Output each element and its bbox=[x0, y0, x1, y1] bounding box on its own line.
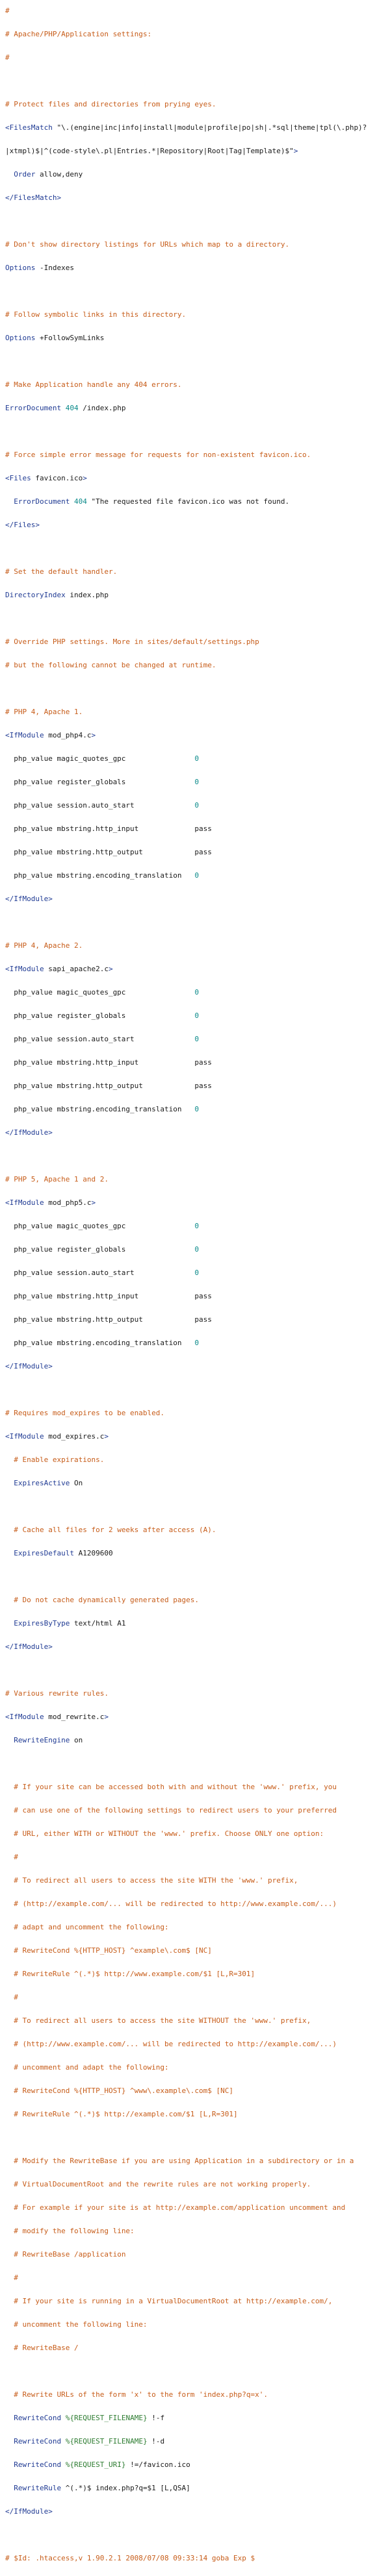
code-number: 404 bbox=[61, 404, 79, 412]
code-comment: # adapt and uncomment the following: bbox=[14, 1923, 169, 1931]
code-comment: # Rewrite URLs of the form 'x' to the form 'index.php?q=x'. bbox=[14, 2390, 268, 2399]
code-line bbox=[5, 1875, 390, 1887]
code-blank-line bbox=[5, 1150, 390, 1162]
code-line bbox=[5, 1057, 390, 1069]
code-text: sapi_apache2.c bbox=[44, 965, 109, 973]
code-line bbox=[5, 2342, 390, 2354]
code-comment: # Modify the RewriteBase if you are using Application in a subdirectory or in a bbox=[14, 2157, 354, 2165]
code-comment: # For example if your site is at http://example.com/application uncomment and bbox=[14, 2203, 346, 2212]
code-line bbox=[5, 1337, 390, 1349]
code-line bbox=[5, 2553, 390, 2564]
code-text: index.php bbox=[65, 591, 109, 599]
code-line bbox=[5, 963, 390, 975]
code-number: 404 bbox=[70, 497, 87, 506]
code-text: /index.php bbox=[78, 404, 126, 412]
code-text: php_value mbstring.http_output pass bbox=[5, 1082, 212, 1090]
code-text bbox=[61, 2437, 66, 2446]
code-line bbox=[5, 309, 390, 321]
code-text bbox=[5, 2157, 14, 2165]
code-text: A1209600 bbox=[73, 1549, 113, 1557]
code-blank-line bbox=[5, 917, 390, 928]
code-text bbox=[5, 497, 14, 506]
code-blank-line bbox=[5, 1501, 390, 1513]
code-line bbox=[5, 122, 390, 134]
code-line bbox=[5, 1244, 390, 1256]
code-blank-line bbox=[5, 1571, 390, 1583]
code-comment: # Cache all files for 2 weeks after access (A). bbox=[14, 1526, 216, 1534]
code-directive: RewriteCond bbox=[14, 2414, 62, 2422]
code-tag: <IfModule bbox=[5, 731, 44, 739]
code-number: 0 bbox=[194, 1011, 200, 1020]
code-text bbox=[5, 1923, 14, 1931]
code-variable: %{REQUEST_URI} bbox=[65, 2460, 126, 2469]
code-comment: # Do not cache dynamically generated pages. bbox=[14, 1596, 200, 1604]
code-line bbox=[5, 239, 390, 251]
code-text: -Indexes bbox=[35, 264, 74, 272]
code-text bbox=[5, 2180, 14, 2188]
code-text bbox=[5, 1876, 14, 1885]
code-comment: # To redirect all users to access the site WITH the 'www.' prefix, bbox=[14, 1876, 298, 1885]
code-tag: > bbox=[91, 1198, 96, 1207]
code-text: php_value mbstring.http_output pass bbox=[5, 1315, 212, 1324]
code-line bbox=[5, 402, 390, 414]
code-text bbox=[5, 1993, 14, 2001]
code-variable: %{REQUEST_FILENAME} bbox=[65, 2414, 148, 2422]
code-line bbox=[5, 1267, 390, 1279]
code-line bbox=[5, 1735, 390, 1746]
code-comment: # RewriteBase / bbox=[14, 2344, 79, 2352]
code-directive: Options bbox=[5, 334, 36, 342]
code-line bbox=[5, 2436, 390, 2447]
code-tag: > bbox=[91, 731, 96, 739]
code-directive: RewriteEngine bbox=[14, 1736, 70, 1744]
code-text: php_value mbstring.encoding_translation bbox=[5, 1339, 195, 1347]
code-text: php_value register_globals bbox=[5, 1245, 195, 1254]
code-tag: > bbox=[104, 1432, 109, 1441]
code-line bbox=[5, 449, 390, 461]
code-text bbox=[5, 2227, 14, 2235]
code-comment: # PHP 4, Apache 1. bbox=[5, 708, 83, 716]
code-number: 0 bbox=[194, 1105, 200, 1113]
code-line bbox=[5, 145, 390, 157]
code-blank-line bbox=[5, 426, 390, 438]
code-text: !-d bbox=[147, 2437, 165, 2446]
code-text bbox=[5, 2390, 14, 2399]
code-line bbox=[5, 1361, 390, 1372]
code-line bbox=[5, 1968, 390, 1980]
code-comment: # If your site is running in a VirtualDocumentRoot at http://example.com/, bbox=[14, 2297, 333, 2305]
code-line bbox=[5, 2389, 390, 2401]
code-line bbox=[5, 1805, 390, 1816]
code-text bbox=[5, 1479, 14, 1487]
code-comment: # Enable expirations. bbox=[14, 1455, 105, 1464]
code-line bbox=[5, 823, 390, 835]
code-text: "\.(engine|inc|info|install|module|profile|po|sh|.*sql|theme|tpl(\.php)? bbox=[52, 123, 367, 132]
code-number: 0 bbox=[194, 1035, 200, 1043]
code-blank-line bbox=[5, 2132, 390, 2144]
code-text: mod_php4.c bbox=[44, 731, 92, 739]
code-line bbox=[5, 1688, 390, 1700]
code-line bbox=[5, 1197, 390, 1209]
code-text: !=/favicon.ico bbox=[125, 2460, 190, 2469]
code-line bbox=[5, 1898, 390, 1910]
code-line bbox=[5, 473, 390, 484]
code-comment: # Set the default handler. bbox=[5, 567, 118, 576]
code-line bbox=[5, 870, 390, 882]
code-line bbox=[5, 706, 390, 718]
code-line bbox=[5, 2155, 390, 2167]
code-text bbox=[5, 1829, 14, 1838]
code-text bbox=[5, 2273, 14, 2282]
code-tag: <IfModule bbox=[5, 1198, 44, 1207]
code-blank-line bbox=[5, 356, 390, 367]
code-line bbox=[5, 2202, 390, 2214]
code-tag: > bbox=[293, 147, 298, 155]
code-line bbox=[5, 2483, 390, 2494]
code-comment: # URL, either WITH or WITHOUT the 'www.' prefix. Choose ONLY one option: bbox=[14, 1829, 324, 1838]
code-blank-line bbox=[5, 216, 390, 227]
code-text: on bbox=[70, 1736, 83, 1744]
code-text: "The requested file favicon.ico was not found. bbox=[86, 497, 290, 506]
code-blank-line bbox=[5, 1758, 390, 1770]
code-number: 0 bbox=[194, 988, 200, 997]
code-text bbox=[5, 2414, 14, 2422]
code-tag: <FilesMatch bbox=[5, 123, 53, 132]
code-tag: <IfModule bbox=[5, 1432, 44, 1441]
code-line bbox=[5, 1618, 390, 1629]
code-text: php_value magic_quotes_gpc bbox=[5, 1222, 195, 1230]
code-line bbox=[5, 1314, 390, 1326]
code-line bbox=[5, 2085, 390, 2097]
code-text: php_value magic_quotes_gpc bbox=[5, 754, 195, 763]
code-comment: # bbox=[14, 1853, 18, 1861]
code-number: 0 bbox=[194, 754, 200, 763]
code-line bbox=[5, 636, 390, 648]
code-tag: > bbox=[104, 1713, 109, 1721]
code-text bbox=[5, 2040, 14, 2048]
code-number: 0 bbox=[194, 1339, 200, 1347]
code-line bbox=[5, 1548, 390, 1559]
code-blank-line bbox=[5, 543, 390, 554]
code-blank-line bbox=[5, 286, 390, 297]
code-line bbox=[5, 2038, 390, 2050]
code-comment: # RewriteCond %{HTTP_HOST} ^www\.example\.com$ [NC] bbox=[14, 2087, 234, 2095]
code-line bbox=[5, 1104, 390, 1115]
code-line bbox=[5, 2015, 390, 2027]
code-line bbox=[5, 52, 390, 64]
code-number: 0 bbox=[194, 778, 200, 786]
code-text bbox=[5, 2016, 14, 2025]
code-text: text/html A1 bbox=[70, 1619, 126, 1628]
code-text bbox=[5, 1853, 14, 1861]
code-text: php_value register_globals bbox=[5, 778, 195, 786]
code-tag: <IfModule bbox=[5, 1713, 44, 1721]
code-number: 0 bbox=[194, 1269, 200, 1277]
code-text: php_value session.auto_start bbox=[5, 1269, 195, 1277]
code-line bbox=[5, 2062, 390, 2074]
code-comment: # bbox=[14, 1993, 18, 2001]
code-text bbox=[5, 1526, 14, 1534]
code-line bbox=[5, 730, 390, 741]
code-text: php_value magic_quotes_gpc bbox=[5, 988, 195, 997]
code-comment: # To redirect all users to access the site WITHOUT the 'www.' prefix, bbox=[14, 2016, 311, 2025]
code-text bbox=[61, 2460, 66, 2469]
code-comment: # Requires mod_expires to be enabled. bbox=[5, 1409, 165, 1417]
code-line bbox=[5, 589, 390, 601]
code-text bbox=[5, 2320, 14, 2329]
code-blank-line bbox=[5, 2529, 390, 2541]
code-line bbox=[5, 1828, 390, 1840]
code-text bbox=[5, 1970, 14, 1978]
code-tag: </IfModule> bbox=[5, 1362, 53, 1370]
code-text bbox=[5, 2110, 14, 2118]
code-line bbox=[5, 2319, 390, 2331]
code-line bbox=[5, 2249, 390, 2260]
code-directive: ExpiresActive bbox=[14, 1479, 70, 1487]
code-comment: # Various rewrite rules. bbox=[5, 1689, 109, 1698]
code-text bbox=[61, 2414, 66, 2422]
code-comment: # uncomment the following line: bbox=[14, 2320, 148, 2329]
code-text: php_value mbstring.encoding_translation bbox=[5, 871, 195, 880]
code-tag: </Files> bbox=[5, 521, 40, 529]
code-text: php_value mbstring.http_input pass bbox=[5, 1292, 212, 1300]
code-line bbox=[5, 379, 390, 391]
code-line bbox=[5, 1781, 390, 1793]
code-text: On bbox=[70, 1479, 83, 1487]
code-text bbox=[5, 2460, 14, 2469]
code-line bbox=[5, 1594, 390, 1606]
code-text bbox=[5, 1806, 14, 1814]
code-text: allow,deny bbox=[35, 170, 83, 179]
code-comment: # Make Application handle any 404 errors. bbox=[5, 380, 182, 389]
code-line bbox=[5, 169, 390, 180]
code-directive: ErrorDocument bbox=[5, 404, 62, 412]
code-text: mod_rewrite.c bbox=[44, 1713, 105, 1721]
code-blank-line bbox=[5, 683, 390, 695]
code-line bbox=[5, 1641, 390, 1653]
code-text bbox=[5, 1455, 14, 1464]
code-line bbox=[5, 1174, 390, 1185]
code-number: 0 bbox=[194, 801, 200, 810]
code-text bbox=[5, 1619, 14, 1628]
code-line bbox=[5, 566, 390, 578]
code-comment: # modify the following line: bbox=[14, 2227, 135, 2235]
code-text bbox=[5, 1900, 14, 1908]
code-text: php_value mbstring.encoding_translation bbox=[5, 1105, 195, 1113]
code-tag: </IfModule> bbox=[5, 1128, 53, 1137]
code-comment: # Protect files and directories from prying eyes. bbox=[5, 100, 216, 108]
code-text: php_value session.auto_start bbox=[5, 1035, 195, 1043]
code-comment: # bbox=[14, 2273, 18, 2282]
code-comment: # RewriteRule ^(.*)$ http://www.example.com/$1 [L,R=301] bbox=[14, 1970, 255, 1978]
code-blank-line bbox=[5, 613, 390, 625]
code-comment: # If your site can be accessed both with and without the 'www.' prefix, you bbox=[14, 1783, 337, 1791]
code-line bbox=[5, 332, 390, 344]
code-text: php_value mbstring.http_input pass bbox=[5, 824, 212, 833]
code-line bbox=[5, 776, 390, 788]
code-line bbox=[5, 1852, 390, 1863]
code-line bbox=[5, 1454, 390, 1466]
code-line bbox=[5, 1407, 390, 1419]
code-line bbox=[5, 1524, 390, 1536]
code-directive: Options bbox=[5, 264, 36, 272]
code-line bbox=[5, 1478, 390, 1489]
code-directive: ExpiresDefault bbox=[14, 1549, 74, 1557]
code-line bbox=[5, 2412, 390, 2424]
code-line bbox=[5, 2272, 390, 2284]
code-directive: RewriteCond bbox=[14, 2437, 62, 2446]
code-tag: > bbox=[83, 474, 87, 482]
code-comment: # uncomment and adapt the following: bbox=[14, 2063, 169, 2072]
code-text bbox=[5, 1549, 14, 1557]
code-comment: # bbox=[5, 6, 10, 15]
code-directive: ErrorDocument bbox=[14, 497, 70, 506]
code-line bbox=[5, 5, 390, 17]
code-text: favicon.ico bbox=[31, 474, 83, 482]
code-line bbox=[5, 1220, 390, 1232]
code-line bbox=[5, 940, 390, 952]
code-text bbox=[5, 2344, 14, 2352]
code-line bbox=[5, 262, 390, 274]
code-line bbox=[5, 1711, 390, 1723]
code-blank-line bbox=[5, 75, 390, 87]
code-text: +FollowSymLinks bbox=[35, 334, 105, 342]
code-line bbox=[5, 1010, 390, 1022]
code-text: ^(.*)$ index.php?q=$1 [L,QSA] bbox=[61, 2484, 190, 2492]
code-line bbox=[5, 2179, 390, 2190]
code-comment: # (http://example.com/... will be redirected to http://www.example.com/...) bbox=[14, 1900, 337, 1908]
code-comment: # bbox=[5, 53, 10, 62]
code-line bbox=[5, 1291, 390, 1302]
code-text bbox=[5, 1946, 14, 1955]
code-tag: </IfModule> bbox=[5, 2507, 53, 2516]
code-comment: # (http://www.example.com/... will be redirected to http://example.com/...) bbox=[14, 2040, 337, 2048]
code-comment: # RewriteBase /application bbox=[14, 2250, 126, 2259]
code-blank-line bbox=[5, 1384, 390, 1396]
code-tag: <IfModule bbox=[5, 965, 44, 973]
code-text bbox=[5, 2437, 14, 2446]
code-tag: </IfModule> bbox=[5, 895, 53, 903]
code-line bbox=[5, 1127, 390, 1139]
code-comment: # PHP 4, Apache 2. bbox=[5, 941, 83, 950]
code-text bbox=[5, 2297, 14, 2305]
code-comment: # but the following cannot be changed at runtime. bbox=[5, 661, 216, 669]
code-text: php_value mbstring.http_input pass bbox=[5, 1058, 212, 1067]
code-text: |xtmpl)$|^(code-style\.pl|Entries.*|Repository|Root|Tag|Template)$" bbox=[5, 147, 294, 155]
code-text: mod_php5.c bbox=[44, 1198, 92, 1207]
code-line bbox=[5, 847, 390, 858]
code-blank-line bbox=[5, 1665, 390, 1676]
code-line bbox=[5, 2225, 390, 2237]
code-text bbox=[5, 1596, 14, 1604]
code-line bbox=[5, 1034, 390, 1045]
code-directive: RewriteCond bbox=[14, 2460, 62, 2469]
code-text bbox=[5, 170, 14, 179]
code-line bbox=[5, 1922, 390, 1933]
code-text bbox=[5, 2484, 14, 2492]
code-line bbox=[5, 893, 390, 905]
code-comment: # Follow symbolic links in this directory. bbox=[5, 310, 187, 319]
code-text bbox=[5, 2087, 14, 2095]
code-comment: # can use one of the following settings to redirect users to your preferred bbox=[14, 1806, 337, 1814]
code-comment: # RewriteRule ^(.*)$ http://example.com/$1 [L,R=301] bbox=[14, 2110, 238, 2118]
code-text bbox=[5, 2250, 14, 2259]
code-comment: # PHP 5, Apache 1 and 2. bbox=[5, 1175, 109, 1183]
code-text: !-f bbox=[147, 2414, 165, 2422]
code-line bbox=[5, 29, 390, 40]
code-comment: # $Id: .htaccess,v 1.90.2.1 2008/07/08 09:33:14 goba Exp $ bbox=[5, 2554, 255, 2562]
code-line bbox=[5, 496, 390, 508]
code-tag: <Files bbox=[5, 474, 31, 482]
code-comment: # Don't show directory listings for URLs which map to a directory. bbox=[5, 240, 290, 249]
code-directive: Order bbox=[14, 170, 36, 179]
code-line bbox=[5, 2296, 390, 2307]
code-line bbox=[5, 2506, 390, 2518]
code-number: 0 bbox=[194, 1245, 200, 1254]
code-comment: # VirtualDocumentRoot and the rewrite rules are not working properly. bbox=[14, 2180, 311, 2188]
code-line bbox=[5, 753, 390, 765]
code-text: php_value register_globals bbox=[5, 1011, 195, 1020]
code-comment: # Apache/PHP/Application settings: bbox=[5, 30, 152, 38]
code-variable: %{REQUEST_FILENAME} bbox=[65, 2437, 148, 2446]
code-text: php_value mbstring.http_output pass bbox=[5, 848, 212, 856]
code-line bbox=[5, 987, 390, 998]
code-number: 0 bbox=[194, 1222, 200, 1230]
code-text bbox=[5, 1783, 14, 1791]
code-number: 0 bbox=[194, 871, 200, 880]
code-directive: ExpiresByType bbox=[14, 1619, 70, 1628]
code-line bbox=[5, 1945, 390, 1957]
code-directive: DirectoryIndex bbox=[5, 591, 66, 599]
code-text: mod_expires.c bbox=[44, 1432, 105, 1441]
code-text bbox=[5, 2063, 14, 2072]
code-line bbox=[5, 192, 390, 204]
code-line bbox=[5, 2459, 390, 2471]
code-line bbox=[5, 1080, 390, 1092]
code-comment: # Override PHP settings. More in sites/default/settings.php bbox=[5, 638, 259, 646]
code-line bbox=[5, 1992, 390, 2003]
code-line bbox=[5, 660, 390, 671]
code-comment: # Force simple error message for requests for non-existent favicon.ico. bbox=[5, 451, 311, 459]
code-line bbox=[5, 2109, 390, 2120]
code-tag: </FilesMatch> bbox=[5, 193, 62, 202]
code-comment: # RewriteCond %{HTTP_HOST} ^example\.com$ [NC] bbox=[14, 1946, 212, 1955]
code-text bbox=[5, 2203, 14, 2212]
code-text bbox=[5, 1736, 14, 1744]
code-tag: </IfModule> bbox=[5, 1642, 53, 1651]
code-line bbox=[5, 1431, 390, 1443]
code-directive: RewriteRule bbox=[14, 2484, 62, 2492]
code-text: php_value session.auto_start bbox=[5, 801, 195, 810]
code-line bbox=[5, 800, 390, 811]
code-blank-line bbox=[5, 2366, 390, 2377]
code-line bbox=[5, 99, 390, 110]
code-line bbox=[5, 519, 390, 531]
code-tag: > bbox=[108, 965, 113, 973]
